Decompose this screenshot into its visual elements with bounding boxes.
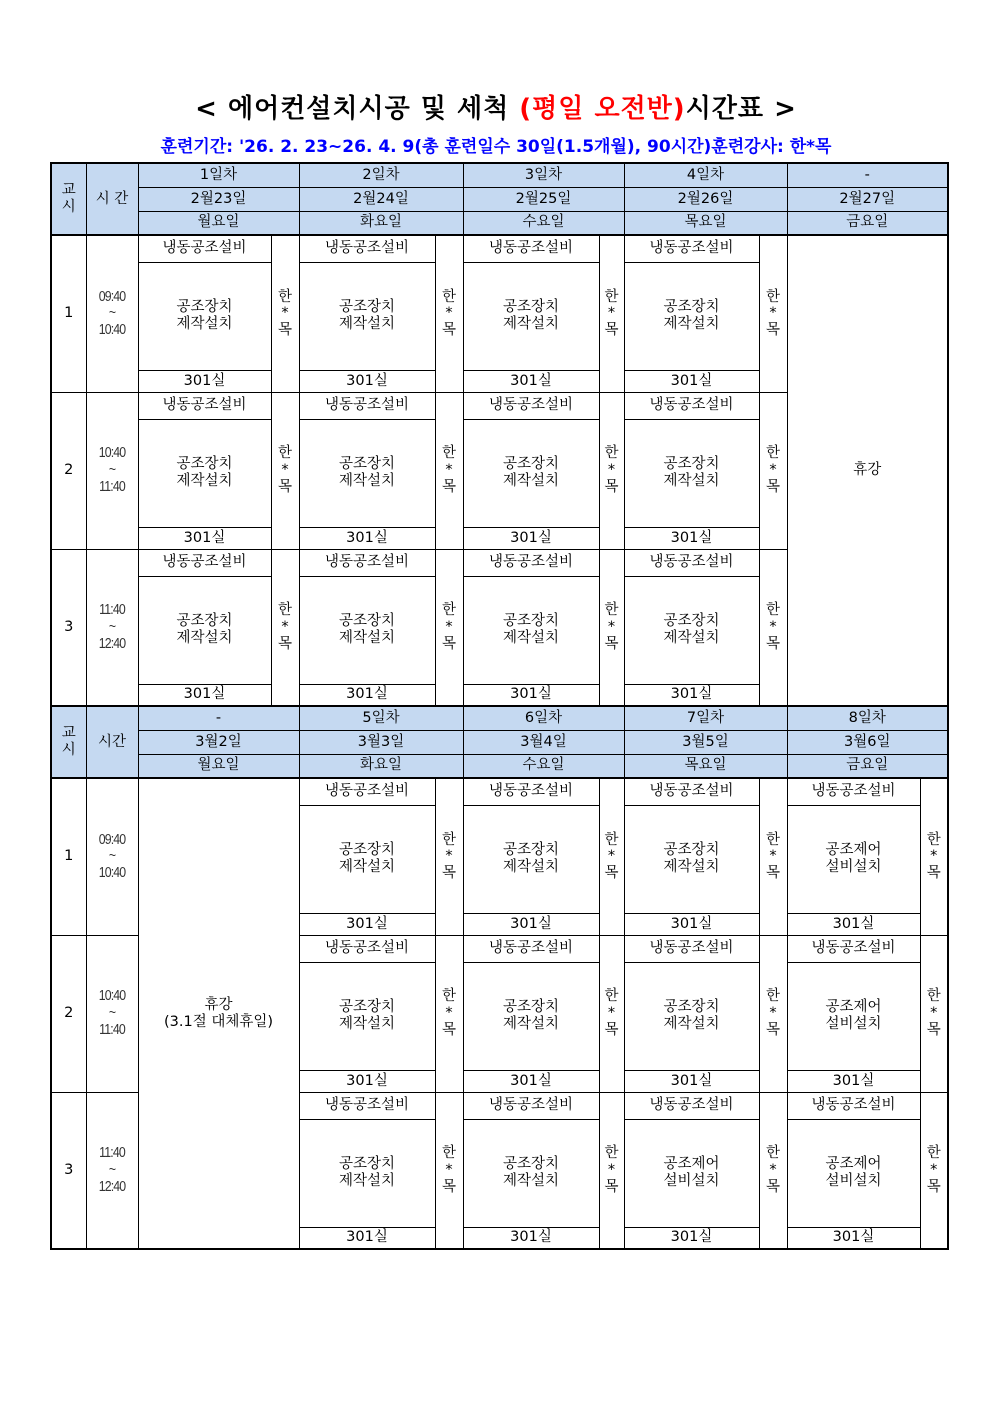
- date-cell: 2월24일: [299, 187, 463, 211]
- session-cell: 공조장치 제작설치: [624, 962, 759, 1070]
- period-number: 3: [51, 1092, 86, 1249]
- room-cell: 301실: [299, 684, 435, 706]
- weekday-cell: 화요일: [299, 211, 463, 235]
- room-cell: 301실: [624, 527, 759, 549]
- room-cell: 301실: [299, 1227, 435, 1249]
- date-cell: 3월6일: [787, 730, 948, 754]
- instructor-cell: 한 * 목: [435, 1092, 463, 1249]
- session-cell: 공조장치 제작설치: [138, 262, 271, 370]
- session-cell: 공조제어 설비설치: [624, 1119, 759, 1227]
- instructor-cell: 한 * 목: [599, 392, 624, 549]
- weekday-cell: 목요일: [624, 754, 787, 778]
- date-cell: 3월4일: [463, 730, 624, 754]
- period-time: 11:40 ~ 12:40: [90, 1092, 134, 1249]
- instructor-cell: 한 * 목: [435, 392, 463, 549]
- room-cell: 301실: [299, 370, 435, 392]
- subject-cell: 냉동공조설비: [463, 392, 599, 419]
- session-cell: 공조장치 제작설치: [624, 419, 759, 527]
- subject-cell: 냉동공조설비: [299, 392, 435, 419]
- instructor-cell: 한 * 목: [920, 1092, 948, 1249]
- date-cell: 2월27일: [787, 187, 948, 211]
- period-time: 11:40 ~ 12:40: [90, 549, 134, 706]
- date-cell: 3월3일: [299, 730, 463, 754]
- room-cell: 301실: [299, 1070, 435, 1092]
- session-cell: 공조장치 제작설치: [624, 576, 759, 684]
- subject-cell: 냉동공조설비: [787, 778, 920, 805]
- weekday-cell: 수요일: [463, 754, 624, 778]
- week1-header: [51, 163, 948, 235]
- period-time: 10:40 ~ 11:40: [90, 935, 134, 1092]
- room-cell: 301실: [138, 527, 271, 549]
- instructor-cell: 한 * 목: [759, 778, 787, 935]
- weekday-cell: 금요일: [787, 211, 948, 235]
- subject-cell: 냉동공조설비: [138, 549, 271, 576]
- period-number: 2: [51, 392, 86, 549]
- weekday-cell: 목요일: [624, 211, 787, 235]
- instructor-cell: 한 * 목: [759, 935, 787, 1092]
- room-cell: 301실: [463, 913, 599, 935]
- instructor-cell: 한 * 목: [599, 935, 624, 1092]
- session-cell: 공조장치 제작설치: [299, 262, 435, 370]
- session-cell: 공조장치 제작설치: [463, 419, 599, 527]
- period-time: 10:40 ~ 11:40: [90, 392, 134, 549]
- room-cell: 301실: [624, 913, 759, 935]
- session-cell: 공조장치 제작설치: [299, 1119, 435, 1227]
- session-cell: 공조장치 제작설치: [138, 576, 271, 684]
- room-cell: 301실: [624, 684, 759, 706]
- day-number: 8일차: [787, 706, 948, 730]
- weekday-cell: 화요일: [299, 754, 463, 778]
- day-number: -: [138, 706, 299, 730]
- session-cell: 공조장치 제작설치: [299, 576, 435, 684]
- subject-cell: 냉동공조설비: [299, 778, 435, 805]
- room-cell: 301실: [624, 1070, 759, 1092]
- subject-cell: 냉동공조설비: [138, 235, 271, 262]
- subject-cell: 냉동공조설비: [463, 935, 599, 962]
- session-cell: 공조장치 제작설치: [138, 419, 271, 527]
- period-number: 3: [51, 549, 86, 706]
- instructor-cell: 한 * 목: [271, 392, 299, 549]
- instructor-cell: 한 * 목: [759, 1092, 787, 1249]
- day-number: 6일차: [463, 706, 624, 730]
- date-cell: 2월25일: [463, 187, 624, 211]
- room-cell: 301실: [624, 1227, 759, 1249]
- subject-cell: 냉동공조설비: [463, 235, 599, 262]
- subject-cell: 냉동공조설비: [624, 935, 759, 962]
- training-period-subtitle: 훈련기간: '26. 2. 23~26. 4. 9(총 훈련일수 30일(1.5개월), 90시간)훈련강사: 한*목: [160, 137, 832, 157]
- instructor-cell: 한 * 목: [271, 549, 299, 706]
- week1-body: [51, 235, 948, 706]
- holiday-cell: 휴강 (3.1절 대체휴일): [138, 778, 299, 1249]
- title-suffix: 시간표 >: [685, 94, 797, 124]
- subject-cell: 냉동공조설비: [299, 549, 435, 576]
- room-cell: 301실: [787, 913, 920, 935]
- subject-cell: 냉동공조설비: [624, 392, 759, 419]
- day-number: 2일차: [299, 163, 463, 187]
- instructor-cell: 한 * 목: [759, 392, 787, 549]
- week2-header: [51, 706, 948, 778]
- day-number: 3일차: [463, 163, 624, 187]
- subject-cell: 냉동공조설비: [787, 935, 920, 962]
- instructor-cell: 한 * 목: [435, 549, 463, 706]
- day-number: -: [787, 163, 948, 187]
- date-cell: 2월23일: [138, 187, 299, 211]
- session-cell: 공조장치 제작설치: [624, 805, 759, 913]
- title-prefix: < 에어컨설치시공 및 세척: [195, 94, 520, 124]
- day-number: 7일차: [624, 706, 787, 730]
- room-cell: 301실: [463, 370, 599, 392]
- date-cell: 2월26일: [624, 187, 787, 211]
- session-cell: 공조장치 제작설치: [299, 805, 435, 913]
- weekday-cell: 금요일: [787, 754, 948, 778]
- page-title: [0, 88, 992, 125]
- subject-cell: 냉동공조설비: [624, 1092, 759, 1119]
- room-cell: 301실: [138, 684, 271, 706]
- subject-cell: 냉동공조설비: [624, 549, 759, 576]
- date-cell: 3월2일: [138, 730, 299, 754]
- period-header: 교 시: [51, 706, 86, 778]
- weekday-cell: 월요일: [138, 211, 299, 235]
- time-header: 시간: [86, 706, 138, 778]
- session-cell: 공조제어 설비설치: [787, 1119, 920, 1227]
- subject-cell: 냉동공조설비: [624, 778, 759, 805]
- room-cell: 301실: [299, 527, 435, 549]
- instructor-cell: 한 * 목: [759, 549, 787, 706]
- weekday-cell: 수요일: [463, 211, 624, 235]
- room-cell: 301실: [463, 1070, 599, 1092]
- instructor-cell: 한 * 목: [599, 778, 624, 935]
- subject-cell: 냉동공조설비: [787, 1092, 920, 1119]
- period-number: 2: [51, 935, 86, 1092]
- session-cell: 공조장치 제작설치: [624, 262, 759, 370]
- instructor-cell: 한 * 목: [920, 778, 948, 935]
- period-number: 1: [51, 778, 86, 935]
- day-number: 1일차: [138, 163, 299, 187]
- session-cell: 공조장치 제작설치: [463, 1119, 599, 1227]
- holiday-cell: 휴강: [787, 235, 948, 706]
- subject-cell: 냉동공조설비: [463, 549, 599, 576]
- period-time: 09:40 ~ 10:40: [90, 235, 134, 392]
- room-cell: 301실: [463, 684, 599, 706]
- instructor-cell: 한 * 목: [435, 935, 463, 1092]
- room-cell: 301실: [463, 527, 599, 549]
- instructor-cell: 한 * 목: [271, 235, 299, 392]
- day-number: 4일차: [624, 163, 787, 187]
- room-cell: 301실: [138, 370, 271, 392]
- session-cell: 공조장치 제작설치: [463, 805, 599, 913]
- subject-cell: 냉동공조설비: [299, 235, 435, 262]
- instructor-cell: 한 * 목: [599, 549, 624, 706]
- subject-cell: 냉동공조설비: [463, 1092, 599, 1119]
- subject-cell: 냉동공조설비: [299, 935, 435, 962]
- day-number: 5일차: [299, 706, 463, 730]
- subject-cell: 냉동공조설비: [299, 1092, 435, 1119]
- weekday-cell: 월요일: [138, 754, 299, 778]
- session-cell: 공조제어 설비설치: [787, 805, 920, 913]
- period-number: 1: [51, 235, 86, 392]
- instructor-cell: 한 * 목: [759, 235, 787, 392]
- date-cell: 3월5일: [624, 730, 787, 754]
- week2-body: [51, 778, 948, 1249]
- period-time: 09:40 ~ 10:40: [90, 778, 134, 935]
- subject-cell: 냉동공조설비: [138, 392, 271, 419]
- title-highlight: (평일 오전반): [519, 94, 686, 124]
- room-cell: 301실: [463, 1227, 599, 1249]
- instructor-cell: 한 * 목: [435, 235, 463, 392]
- timetable: [50, 162, 949, 1250]
- room-cell: 301실: [787, 1070, 920, 1092]
- session-cell: 공조장치 제작설치: [463, 262, 599, 370]
- session-cell: 공조제어 설비설치: [787, 962, 920, 1070]
- session-cell: 공조장치 제작설치: [463, 962, 599, 1070]
- instructor-cell: 한 * 목: [920, 935, 948, 1092]
- session-cell: 공조장치 제작설치: [463, 576, 599, 684]
- instructor-cell: 한 * 목: [435, 778, 463, 935]
- room-cell: 301실: [299, 913, 435, 935]
- time-header: 시 간: [86, 163, 138, 235]
- instructor-cell: 한 * 목: [599, 1092, 624, 1249]
- subject-cell: 냉동공조설비: [624, 235, 759, 262]
- period-header: 교 시: [51, 163, 86, 235]
- session-cell: 공조장치 제작설치: [299, 962, 435, 1070]
- room-cell: 301실: [787, 1227, 920, 1249]
- subject-cell: 냉동공조설비: [463, 778, 599, 805]
- session-cell: 공조장치 제작설치: [299, 419, 435, 527]
- instructor-cell: 한 * 목: [599, 235, 624, 392]
- room-cell: 301실: [624, 370, 759, 392]
